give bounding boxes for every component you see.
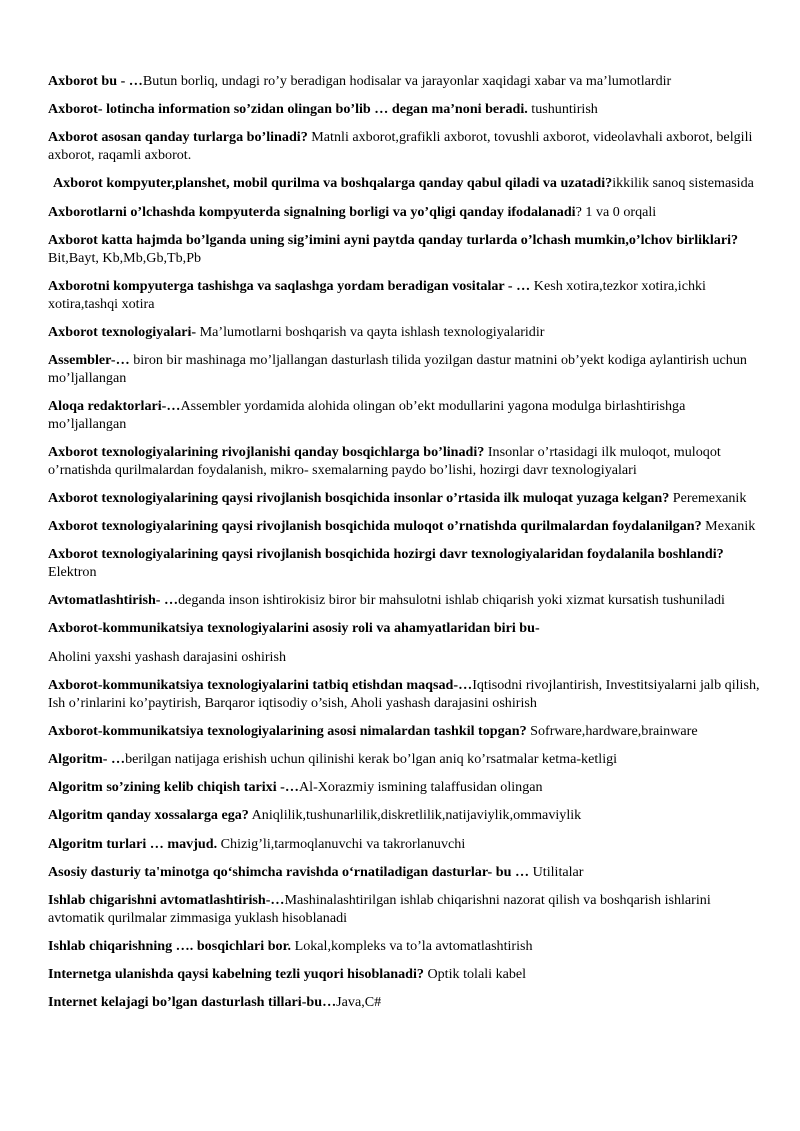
answer: Mexanik — [701, 518, 756, 535]
question: Internetga ulanishda qaysi kabelning tezli yuqori hisoblanadi? — [48, 966, 424, 983]
qa-item — [48, 490, 764, 508]
answer: Bit,Bayt, Kb,Mb,Gb,Tb,Pb — [48, 249, 202, 266]
answer: Aniqlilik,tushunarlilik,diskretlilik,natijaviylik,ommaviylik — [248, 807, 582, 824]
question: Axborot texnologiyalarining qaysi rivojlanish bosqichida insonlar o’rtasida ilk muloqat yuzaga kelgan? — [48, 489, 670, 506]
answer: ? 1 va 0 orqali — [575, 203, 657, 220]
question: Axborot texnologiyalarining rivojlanishi qanday bosqichlarga bo’linadi? — [48, 443, 485, 460]
qa-item — [48, 204, 764, 222]
answer: Ma’lumotlarni boshqarish va qayta ishlash texnologiyalaridir — [196, 323, 545, 340]
question: Avtomatlashtirish- … — [48, 592, 179, 609]
qa-item — [48, 864, 764, 882]
answer: Al-Xorazmiy ismining talaffusidan olingan — [298, 779, 543, 796]
qa-item — [48, 966, 764, 984]
answer: Lokal,kompleks va to’la avtomatlashtirish — [291, 937, 533, 954]
question: Axborot texnologiyalarining qaysi rivojlanish bosqichida muloqot o’rnatishda qurilmalardan foydalanilgan? — [48, 518, 702, 535]
qa-item — [48, 836, 764, 854]
question: Axborot texnologiyalari- — [48, 323, 197, 340]
answer: biron bir mashinaga mo’ljallangan dasturlash tilida yozilgan dastur matnini ob’yekt kodiga aylantirish uchun mo’ljallangan — [48, 351, 747, 386]
qa-item — [48, 751, 764, 769]
qa-item — [48, 592, 764, 610]
qa-item — [48, 175, 764, 193]
qa-item — [48, 518, 764, 536]
answer: Aholini yaxshi yashash darajasini oshirish — [48, 648, 286, 665]
qa-item — [48, 129, 764, 165]
question: Algoritm- … — [48, 750, 126, 767]
answer: Insonlar o’rtasidagi ilk muloqot, muloqot o’rnatishda qurilmalardan foydalanish, mikro- sxemalarning paydo bo’lishi, hozirgi davr texnologiyalari — [48, 443, 721, 478]
qa-item — [48, 324, 764, 342]
question: Axborotni kompyuterga tashishga va saqlashga yordam beradigan vositalar - … — [48, 277, 531, 294]
question: Assembler-… — [48, 351, 130, 368]
question: Ishlab chigarishni avtomatlashtirish-… — [48, 891, 285, 908]
qa-item — [48, 398, 764, 434]
qa-item — [48, 352, 764, 388]
question: Axborot kompyuter,planshet, mobil qurilma va boshqalarga qanday qabul qiladi va uzatadi? — [53, 175, 613, 192]
qa-item — [48, 232, 764, 268]
question: Asosiy dasturiy ta'minotga qo‘shimcha ravishda o‘rnatiladigan dasturlar- bu … — [48, 863, 530, 880]
qa-item — [48, 101, 764, 119]
answer: tushuntirish — [527, 101, 598, 118]
qa-item — [48, 278, 764, 314]
answer: Elektron — [48, 564, 97, 581]
qa-item — [48, 677, 764, 713]
qa-item — [48, 723, 764, 741]
answer: Utilitalar — [529, 863, 584, 880]
question: Axborot-kommunikatsiya texnologiyalarining asosi nimalardan tashkil topgan? — [48, 722, 527, 739]
answer: Sofrware,hardware,brainware — [526, 722, 698, 739]
answer: berilgan natijaga erishish uchun qilinishi kerak bo’lgan aniq ko’rsatmalar ketma-ketligi — [125, 750, 618, 767]
question: Axborot texnologiyalarining qaysi rivojlanish bosqichida hozirgi davr texnologiyalaridan foydalanila boshlandi? — [48, 546, 724, 563]
answer: Assembler yordamida alohida olingan ob’ekt modullarini yagona modulga birlashtirishga mo’ljallangan — [48, 397, 686, 432]
question: Axborot-kommunikatsiya texnologiyalarini asosiy roli va ahamyatlaridan biri bu- — [48, 620, 540, 637]
answer: Iqtisodni rivojlantirish, Investitsiyalarni jalb qilish, Ish o’rinlarini ko’paytirish, Barqaror iqtisodiy o’sish, Aholi yashash darajasini oshirish — [48, 676, 760, 711]
qa-item — [48, 620, 764, 638]
question: Axborot-kommunikatsiya texnologiyalarini tatbiq etishdan maqsad-… — [48, 676, 473, 693]
answer: Java,C# — [336, 994, 382, 1011]
qa-item — [48, 938, 764, 956]
answer: Optik tolali kabel — [423, 966, 527, 983]
answer: deganda inson ishtirokisiz biror bir mahsulotni ishlab chiqarish yoki xizmat kursatish tushuniladi — [178, 592, 725, 609]
qa-item — [48, 994, 764, 1012]
qa-item — [48, 444, 764, 480]
qa-item — [48, 807, 764, 825]
answer: ikkilik sanoq sistemasida — [612, 175, 754, 192]
question: Internet kelajagi bo’lgan dasturlash tillari-bu… — [48, 994, 337, 1011]
answer: Mashinalashtirilgan ishlab chiqarishni nazorat qilish va boshqarish ishlarini avtomatik qurilmalar zimmasiga yuklash hisoblanadi — [48, 891, 711, 926]
question: Aloqa redaktorlari-… — [48, 397, 181, 414]
qa-item — [48, 546, 764, 582]
answer: Matnli axborot,grafikli axborot, tovushli axborot, videolavhali axborot, belgili axborot, raqamli axborot. — [48, 129, 753, 164]
question: Ishlab chiqarishning …. bosqichlari bor. — [48, 937, 292, 954]
qa-item — [48, 892, 764, 928]
question: Axborotlarni o’lchashda kompyuterda signalning borligi va yo’qligi qanday ifodalanadi — [48, 203, 576, 220]
question: Axborot bu - … — [48, 73, 143, 89]
question: Algoritm qanday xossalarga ega? — [48, 807, 249, 824]
answer: Kesh xotira,tezkor xotira,ichki xotira,tashqi xotira — [48, 277, 706, 312]
answer: Peremexanik — [669, 489, 747, 506]
document-page — [48, 73, 764, 1022]
qa-item — [48, 779, 764, 797]
question: Algoritm turlari … mavjud. — [48, 835, 218, 852]
qa-item — [48, 649, 764, 667]
question: Algoritm so’zining kelib chiqish tarixi -… — [48, 779, 299, 796]
question: Axborot- lotincha information so’zidan olingan bo’lib … degan ma’noni beradi. — [48, 101, 528, 118]
question: Axborot asosan qanday turlarga bo’linadi? — [48, 129, 308, 146]
qa-item — [48, 73, 764, 91]
answer: Chizig’li,tarmoqlanuvchi va takrorlanuvchi — [217, 835, 466, 852]
answer: Butun borliq, undagi ro’y beradigan hodisalar va jarayonlar xaqidagi xabar va ma’lumotlardir — [142, 73, 672, 89]
question: Axborot katta hajmda bo’lganda uning sig’imini ayni paytda qanday turlarda o’lchash mumkin,o’lchov birliklari? — [48, 231, 739, 248]
